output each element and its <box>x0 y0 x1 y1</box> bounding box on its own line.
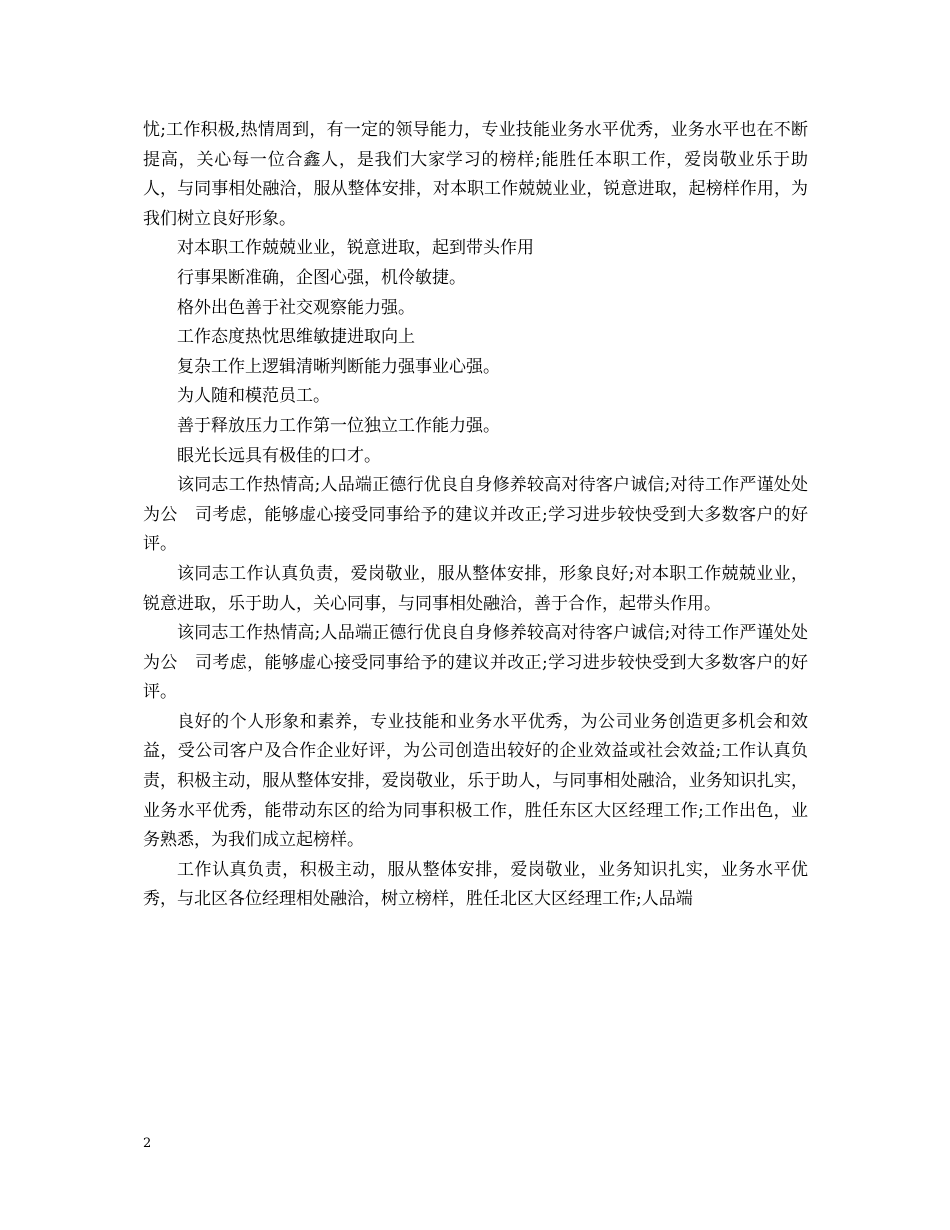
paragraph: 忧;工作积极,热情周到，有一定的领导能力，专业技能业务水平优秀，业务水平也在不断提高，关心每一位合鑫人，是我们大家学习的榜样;能胜任本职工作，爱岗敬业乐于助人，与同事相处融洽，服从整体安排，对本职工作兢兢业业，锐意进取，起榜样作用，为我们树立良好形象。 <box>143 120 808 229</box>
page-number: 2 <box>143 1136 152 1151</box>
paragraph: 格外出色善于社交观察能力强。 <box>177 297 415 318</box>
paragraph: 眼光长远具有极佳的口才。 <box>177 445 381 466</box>
paragraph: 工作认真负责，积极主动，服从整体安排，爱岗敬业，业务知识扎实，业务水平优秀，与北区各位经理相处融洽，树立榜样，胜任北区大区经理工作;人品端 <box>143 859 808 910</box>
paragraph: 对本职工作兢兢业业，锐意进取，起到带头作用 <box>177 238 534 259</box>
paragraph: 复杂工作上逻辑清晰判断能力强事业心强。 <box>177 356 500 377</box>
paragraph: 该同志工作认真负责，爱岗敬业，服从整体安排，形象良好;对本职工作兢兢业业，锐意进取，乐于助人，关心同事，与同事相处融洽，善于合作，起带头作用。 <box>143 563 808 614</box>
paragraph: 该同志工作热情高;人品端正德行优良自身修养较高对待客户诚信;对待工作严谨处处为公 司考虑，能够虚心接受同事给予的建议并改正;学习进步较快受到大多数客户的好评。 <box>143 623 808 703</box>
paragraph: 善于释放压力工作第一位独立工作能力强。 <box>177 415 500 436</box>
document-body <box>143 116 808 915</box>
paragraph: 良好的个人形象和素养，专业技能和业务水平优秀，为公司业务创造更多机会和效益，受公司客户及合作企业好评，为公司创造出较好的企业效益或社会效益;工作认真负责，积极主动，服从整体安排，爱岗敬业，乐于助人，与同事相处融洽，业务知识扎实，业务水平优秀，能带动东区的给为同事积极工作，胜任东区大区经理工作;工作出色，业务熟悉，为我们成立起榜样。 <box>143 711 808 851</box>
paragraph: 该同志工作热情高;人品端正德行优良自身修养较高对待客户诚信;对待工作严谨处处为公 司考虑，能够虚心接受同事给予的建议并改正;学习进步较快受到大多数客户的好评。 <box>143 475 808 555</box>
paragraph: 为人随和模范员工。 <box>177 386 330 407</box>
paragraph: 行事果断准确，企图心强，机伶敏捷。 <box>177 267 466 288</box>
paragraph: 工作态度热忱思维敏捷进取向上 <box>177 327 415 348</box>
